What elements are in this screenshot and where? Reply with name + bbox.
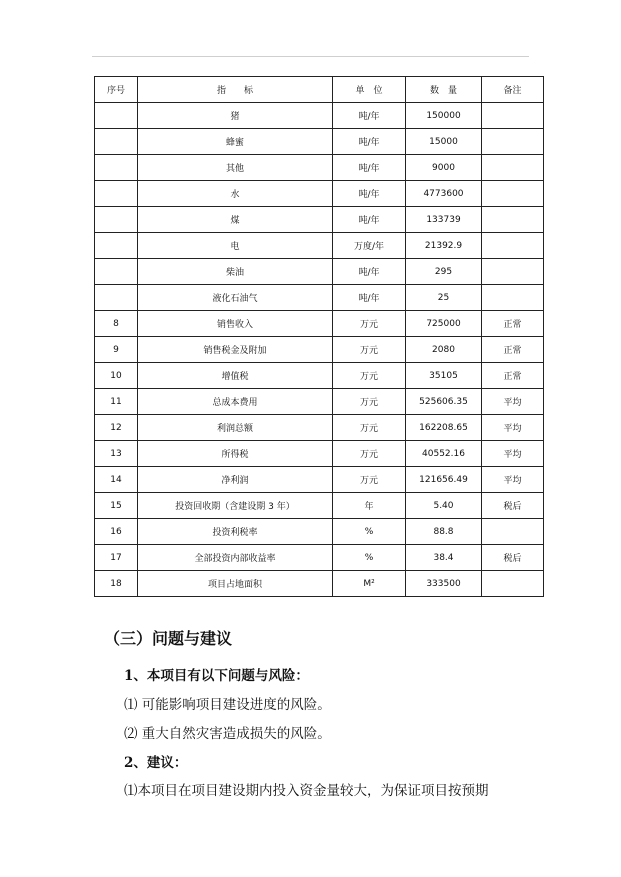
cell-indicator: 水 — [138, 181, 333, 207]
cell-remark: 正常 — [482, 363, 544, 389]
cell-indicator: 投资回收期（含建设期 3 年） — [138, 493, 333, 519]
cell-remark — [482, 181, 544, 207]
cell-quantity: 121656.49 — [406, 467, 482, 493]
page-header-rule — [92, 56, 529, 57]
cell-indicator: 煤 — [138, 207, 333, 233]
cell-quantity: 725000 — [406, 311, 482, 337]
cell-unit: 吨/年 — [333, 103, 406, 129]
cell-quantity: 150000 — [406, 103, 482, 129]
cell-unit: % — [333, 519, 406, 545]
cell-indicator: 总成本费用 — [138, 389, 333, 415]
indicator-table — [94, 76, 544, 597]
cell-unit: M² — [333, 571, 406, 597]
cell-remark: 正常 — [482, 337, 544, 363]
cell-quantity: 25 — [406, 285, 482, 311]
cell-seq — [95, 129, 138, 155]
cell-quantity: 21392.9 — [406, 233, 482, 259]
table-row — [95, 259, 544, 285]
table-row — [95, 285, 544, 311]
table-row — [95, 441, 544, 467]
cell-indicator: 净利润 — [138, 467, 333, 493]
cell-remark: 平均 — [482, 441, 544, 467]
cell-seq — [95, 103, 138, 129]
suggestion-item-1: ⑴本项目在项目建设期内投入资金量较大，为保证项目按预期 — [124, 783, 489, 799]
cell-seq: 13 — [95, 441, 138, 467]
cell-indicator: 利润总额 — [138, 415, 333, 441]
cell-remark — [482, 519, 544, 545]
cell-indicator: 柴油 — [138, 259, 333, 285]
cell-quantity: 2080 — [406, 337, 482, 363]
table-row — [95, 545, 544, 571]
cell-quantity: 15000 — [406, 129, 482, 155]
table-row — [95, 155, 544, 181]
cell-unit: 万度/年 — [333, 233, 406, 259]
cell-quantity: 38.4 — [406, 545, 482, 571]
cell-seq: 9 — [95, 337, 138, 363]
cell-quantity: 162208.65 — [406, 415, 482, 441]
cell-remark — [482, 207, 544, 233]
cell-seq: 16 — [95, 519, 138, 545]
cell-quantity: 9000 — [406, 155, 482, 181]
table-row — [95, 571, 544, 597]
cell-unit: 万元 — [333, 311, 406, 337]
cell-unit: 吨/年 — [333, 181, 406, 207]
table-row — [95, 337, 544, 363]
cell-quantity: 88.8 — [406, 519, 482, 545]
cell-unit: 吨/年 — [333, 259, 406, 285]
table-row — [95, 519, 544, 545]
cell-seq: 11 — [95, 389, 138, 415]
risk-item-1: ⑴ 可能影响项目建设进度的风险。 — [124, 697, 331, 713]
cell-indicator: 其他 — [138, 155, 333, 181]
cell-unit: % — [333, 545, 406, 571]
header-remark: 备注 — [482, 77, 544, 103]
cell-remark — [482, 103, 544, 129]
table-body — [95, 103, 544, 597]
cell-seq: 12 — [95, 415, 138, 441]
cell-unit: 吨/年 — [333, 129, 406, 155]
table-row — [95, 493, 544, 519]
cell-remark: 平均 — [482, 389, 544, 415]
table-row — [95, 207, 544, 233]
header-seq: 序号 — [95, 77, 138, 103]
cell-remark — [482, 129, 544, 155]
table-row — [95, 103, 544, 129]
risk-item-2: ⑵ 重大自然灾害造成损失的风险。 — [124, 726, 331, 742]
cell-quantity: 4773600 — [406, 181, 482, 207]
cell-remark: 平均 — [482, 467, 544, 493]
cell-indicator: 销售收入 — [138, 311, 333, 337]
cell-seq — [95, 285, 138, 311]
cell-remark — [482, 233, 544, 259]
cell-indicator: 销售税金及附加 — [138, 337, 333, 363]
cell-remark — [482, 571, 544, 597]
cell-quantity: 525606.35 — [406, 389, 482, 415]
cell-unit: 万元 — [333, 441, 406, 467]
cell-indicator: 增值税 — [138, 363, 333, 389]
cell-unit: 万元 — [333, 415, 406, 441]
cell-indicator: 所得税 — [138, 441, 333, 467]
cell-unit: 万元 — [333, 467, 406, 493]
table-row — [95, 467, 544, 493]
cell-quantity: 35105 — [406, 363, 482, 389]
cell-seq — [95, 233, 138, 259]
cell-indicator: 投资利税率 — [138, 519, 333, 545]
cell-remark: 平均 — [482, 415, 544, 441]
cell-seq: 15 — [95, 493, 138, 519]
cell-seq: 8 — [95, 311, 138, 337]
cell-seq: 14 — [95, 467, 138, 493]
cell-quantity: 133739 — [406, 207, 482, 233]
table-row — [95, 181, 544, 207]
subheading-risks: 1、本项目有以下问题与风险： — [124, 668, 309, 684]
subheading-suggestions: 2、建议： — [124, 755, 188, 771]
cell-quantity: 333500 — [406, 571, 482, 597]
cell-remark: 税后 — [482, 493, 544, 519]
cell-quantity: 40552.16 — [406, 441, 482, 467]
table-row — [95, 363, 544, 389]
cell-seq: 17 — [95, 545, 138, 571]
cell-unit: 吨/年 — [333, 155, 406, 181]
cell-indicator: 全部投资内部收益率 — [138, 545, 333, 571]
cell-indicator: 液化石油气 — [138, 285, 333, 311]
cell-remark: 税后 — [482, 545, 544, 571]
table-header-row — [95, 77, 544, 103]
cell-seq — [95, 259, 138, 285]
cell-seq — [95, 155, 138, 181]
cell-remark — [482, 259, 544, 285]
cell-quantity: 5.40 — [406, 493, 482, 519]
table-row — [95, 389, 544, 415]
cell-indicator: 电 — [138, 233, 333, 259]
cell-seq: 18 — [95, 571, 138, 597]
cell-unit: 年 — [333, 493, 406, 519]
cell-unit: 吨/年 — [333, 285, 406, 311]
cell-seq: 10 — [95, 363, 138, 389]
cell-seq — [95, 181, 138, 207]
cell-quantity: 295 — [406, 259, 482, 285]
cell-unit: 吨/年 — [333, 207, 406, 233]
cell-remark: 正常 — [482, 311, 544, 337]
section-title: （三）问题与建议 — [104, 629, 233, 648]
header-unit: 单 位 — [333, 77, 406, 103]
cell-remark — [482, 155, 544, 181]
cell-indicator: 猪 — [138, 103, 333, 129]
table-row — [95, 311, 544, 337]
cell-unit: 万元 — [333, 389, 406, 415]
header-indicator: 指 标 — [138, 77, 333, 103]
table-row — [95, 129, 544, 155]
table-row — [95, 233, 544, 259]
cell-unit: 万元 — [333, 363, 406, 389]
table-row — [95, 415, 544, 441]
cell-unit: 万元 — [333, 337, 406, 363]
cell-indicator: 蜂蜜 — [138, 129, 333, 155]
cell-remark — [482, 285, 544, 311]
cell-indicator: 项目占地面积 — [138, 571, 333, 597]
header-quantity: 数 量 — [406, 77, 482, 103]
cell-seq — [95, 207, 138, 233]
